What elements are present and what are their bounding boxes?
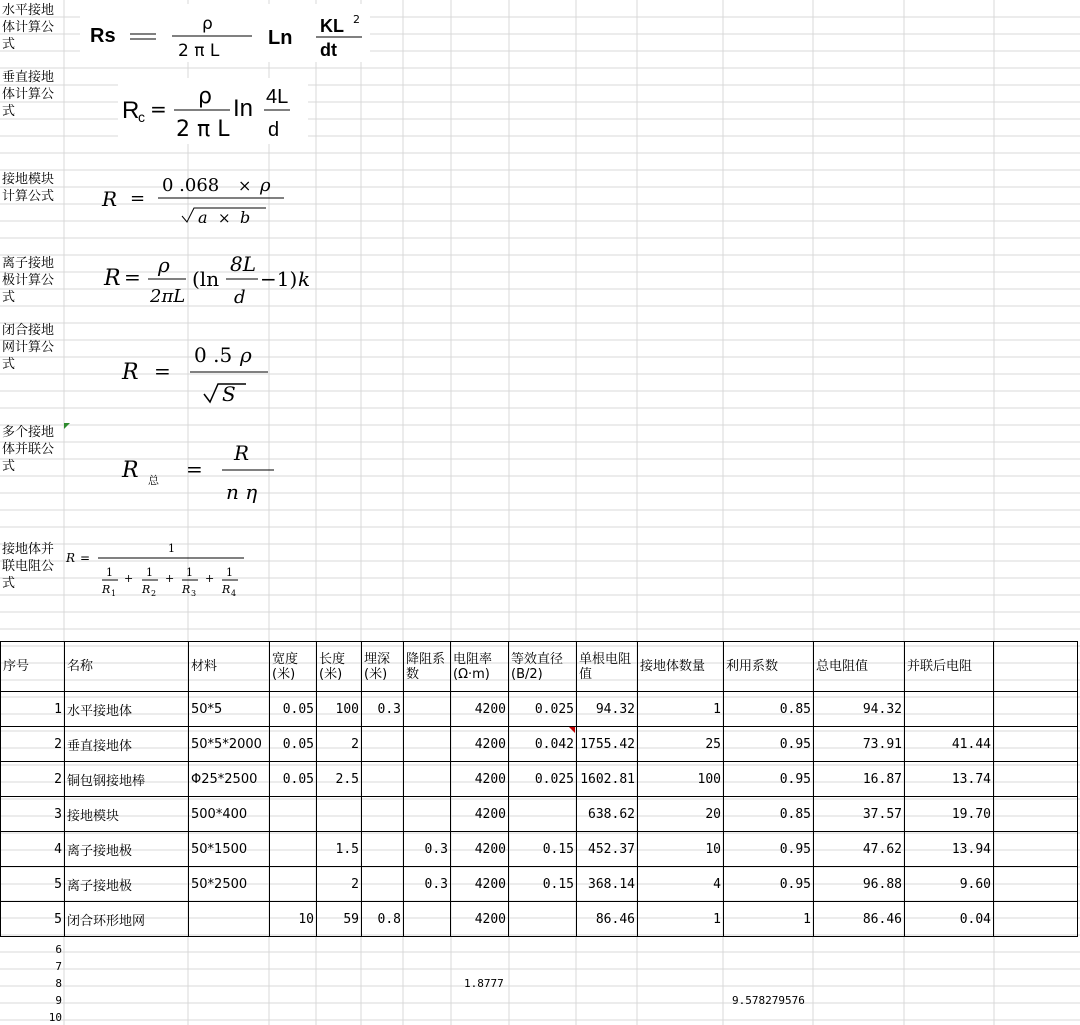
table-cell: 闭合环形地网 (65, 902, 189, 937)
table-cell: 水平接地体 (65, 692, 189, 727)
table-cell: 100 (317, 692, 362, 727)
table-cell: 0.3 (362, 692, 404, 727)
svg-text:R: R (102, 583, 111, 596)
table-cell: 1755.42 (577, 727, 638, 762)
table-cell: 25 (638, 727, 724, 762)
cell-value: 9.578279576 (732, 994, 805, 1007)
header-cell: 总电阻值 (814, 642, 905, 692)
table-cell (404, 692, 451, 727)
table-cell: 50*5 (189, 692, 270, 727)
svg-text:0 .068: 0 .068 (162, 175, 220, 196)
table-cell: 0.025 (509, 692, 577, 727)
header-cell: 埋深(米) (362, 642, 404, 692)
svg-text:b: b (240, 208, 251, 227)
table-cell-empty (994, 832, 1078, 867)
table-cell: 2 (1, 727, 65, 762)
table-cell: 4200 (451, 762, 509, 797)
header-cell: 材料 (189, 642, 270, 692)
svg-text:Ln: Ln (268, 27, 293, 49)
table-cell: 0.025 (509, 762, 577, 797)
header-cell: 并联后电阻 (905, 642, 994, 692)
table-cell (404, 762, 451, 797)
svg-text:d: d (268, 119, 280, 141)
svg-text:×: × (218, 209, 231, 227)
table-cell: 3 (1, 797, 65, 832)
table-cell: 接地模块 (65, 797, 189, 832)
svg-text:4: 4 (231, 589, 237, 598)
svg-text:KL: KL (320, 16, 344, 36)
table-cell: 2.5 (317, 762, 362, 797)
table-cell: 638.62 (577, 797, 638, 832)
table-cell: 1 (1, 692, 65, 727)
formula-vertical-image (118, 78, 308, 144)
formula-parallel-image (118, 436, 278, 508)
svg-text:2: 2 (353, 13, 360, 26)
svg-text:ρ: ρ (240, 343, 252, 367)
table-cell: 0.95 (724, 727, 814, 762)
row-number: 8 (55, 977, 62, 990)
table-cell: 100 (638, 762, 724, 797)
table-cell (905, 692, 994, 727)
formula-label-ion: 离子接地极计算公式 (2, 256, 55, 305)
svg-text:R: R (122, 458, 139, 483)
table-cell: 0.042 (509, 727, 577, 762)
table-cell (509, 797, 577, 832)
svg-text:R: R (66, 551, 76, 565)
table-cell (404, 797, 451, 832)
svg-text:=: = (150, 97, 167, 121)
svg-text:+: + (165, 572, 175, 585)
row-number: 9 (55, 994, 62, 1007)
table-cell: 0.95 (724, 762, 814, 797)
table-cell: 垂直接地体 (65, 727, 189, 762)
header-cell: 序号 (1, 642, 65, 692)
svg-text:R: R (222, 583, 231, 596)
formula-ion-image (100, 250, 320, 310)
formula-label-closed-grid: 闭合接地网计算公式 (2, 323, 55, 372)
table-cell: 9.60 (905, 867, 994, 902)
table-row (1, 902, 1078, 937)
table-cell: 0.15 (509, 832, 577, 867)
table-cell: 2 (317, 727, 362, 762)
table-cell (362, 867, 404, 902)
table-cell: 0.3 (404, 867, 451, 902)
svg-text:R: R (234, 441, 250, 465)
formula-label-parallel-resistance: 接地体并联电阻公式 (2, 542, 55, 591)
svg-text:1: 1 (186, 566, 193, 579)
svg-text:4L: 4L (266, 86, 289, 108)
svg-text:=: = (124, 265, 141, 289)
svg-text:=: = (80, 551, 91, 565)
svg-text:1: 1 (106, 566, 113, 579)
header-cell: 电阻率(Ω·m) (451, 642, 509, 692)
table-cell: 0.15 (509, 867, 577, 902)
svg-text:ρ: ρ (158, 253, 170, 277)
table-cell: 13.94 (905, 832, 994, 867)
table-cell: 离子接地极 (65, 832, 189, 867)
table-cell-empty (994, 692, 1078, 727)
svg-text:1: 1 (146, 566, 153, 579)
table-cell: 0.85 (724, 797, 814, 832)
table-cell: 452.37 (577, 832, 638, 867)
header-cell: 单根电阻值 (577, 642, 638, 692)
table-cell (270, 797, 317, 832)
formula-module-image (98, 170, 298, 232)
table-cell: 37.57 (814, 797, 905, 832)
table-cell: 离子接地极 (65, 867, 189, 902)
svg-text:R: R (122, 360, 139, 385)
svg-text:R: R (142, 583, 151, 596)
table-cell: 50*2500 (189, 867, 270, 902)
table-cell: 0.3 (404, 832, 451, 867)
header-cell: 宽度(米) (270, 642, 317, 692)
table-cell: 20 (638, 797, 724, 832)
table-row (1, 797, 1078, 832)
table-cell: 5 (1, 902, 65, 937)
header-cell: 等效直径(B/2) (509, 642, 577, 692)
table-cell (362, 762, 404, 797)
table-cell: 4200 (451, 727, 509, 762)
table-cell: 1 (724, 902, 814, 937)
svg-text:a: a (198, 208, 208, 227)
table-cell (317, 797, 362, 832)
svg-text:In: In (233, 95, 254, 122)
table-cell: 13.74 (905, 762, 994, 797)
table-cell: 86.46 (814, 902, 905, 937)
svg-text:(ln: (ln (192, 267, 220, 291)
table-cell: 4200 (451, 867, 509, 902)
table-cell: 4200 (451, 832, 509, 867)
svg-text:2 π L: 2 π L (176, 117, 230, 142)
svg-text:S: S (222, 382, 236, 406)
svg-text:=: = (154, 359, 171, 383)
svg-text:ρ: ρ (260, 175, 271, 196)
table-cell: Φ25*2500 (189, 762, 270, 797)
svg-text:2 π L: 2 π L (178, 41, 220, 61)
table-cell: 41.44 (905, 727, 994, 762)
table-cell: 4200 (451, 902, 509, 937)
table-cell: 368.14 (577, 867, 638, 902)
table-cell: 96.88 (814, 867, 905, 902)
svg-text:总: 总 (148, 474, 159, 487)
svg-text:1: 1 (168, 542, 175, 555)
svg-text:8L: 8L (230, 252, 257, 276)
table-cell: 86.46 (577, 902, 638, 937)
svg-text:d: d (234, 287, 246, 308)
svg-text:=: = (130, 188, 146, 209)
table-row (1, 727, 1078, 762)
formula-label-parallel: 多个接地体并联公式 (2, 425, 55, 474)
table-cell: 1 (638, 902, 724, 937)
svg-text:c: c (138, 109, 145, 125)
table-cell (362, 727, 404, 762)
svg-text:dt: dt (320, 40, 337, 60)
svg-text:2πL: 2πL (150, 286, 186, 307)
row-number: 6 (55, 943, 62, 956)
svg-text:0 .5: 0 .5 (194, 343, 233, 367)
header-cell: 名称 (65, 642, 189, 692)
table-cell-empty (994, 727, 1078, 762)
svg-text:2: 2 (151, 589, 157, 598)
table-cell: 4 (1, 832, 65, 867)
table-cell: 4200 (451, 692, 509, 727)
table-cell (362, 832, 404, 867)
svg-text:R: R (122, 97, 140, 124)
table-row (1, 867, 1078, 902)
table-cell: 1.5 (317, 832, 362, 867)
svg-text:R: R (102, 187, 118, 211)
svg-text:3: 3 (191, 589, 197, 598)
header-cell: 利用系数 (724, 642, 814, 692)
table-cell: 47.62 (814, 832, 905, 867)
table-cell: 0.85 (724, 692, 814, 727)
formula-label-module: 接地模块计算公式 (2, 172, 55, 204)
svg-text:=: = (186, 457, 203, 481)
table-cell: 2 (1, 762, 65, 797)
formula-parallel-resistance-image (64, 538, 248, 600)
table-cell: 94.32 (577, 692, 638, 727)
table-cell (362, 797, 404, 832)
svg-text:k: k (298, 267, 311, 291)
table-cell: 59 (317, 902, 362, 937)
svg-text:1: 1 (226, 566, 233, 579)
table-cell: 铜包钢接地棒 (65, 762, 189, 797)
cell-value: 1.8777 (464, 977, 504, 990)
row-number: 10 (48, 1011, 62, 1024)
svg-text:n η: n η (226, 480, 258, 504)
table-cell: 4 (638, 867, 724, 902)
table-cell: 2 (317, 867, 362, 902)
table-row (1, 692, 1078, 727)
table-cell (270, 832, 317, 867)
header-cell-empty (994, 642, 1078, 692)
table-cell: 73.91 (814, 727, 905, 762)
svg-text:×: × (238, 176, 252, 195)
table-cell (404, 727, 451, 762)
table-cell: 0.8 (362, 902, 404, 937)
table-cell-empty (994, 797, 1078, 832)
header-cell: 接地体数量 (638, 642, 724, 692)
row-number: 7 (55, 960, 62, 973)
table-cell: 10 (270, 902, 317, 937)
header-cell: 降阻系数 (404, 642, 451, 692)
table-header-row (1, 642, 1078, 692)
table-cell: 500*400 (189, 797, 270, 832)
table-cell (270, 867, 317, 902)
table-cell: 0.95 (724, 832, 814, 867)
svg-text:Rs: Rs (90, 25, 116, 47)
table-cell (189, 902, 270, 937)
table-cell-empty (994, 867, 1078, 902)
table-cell: 1602.81 (577, 762, 638, 797)
table-cell: 16.87 (814, 762, 905, 797)
table-cell: 0.05 (270, 692, 317, 727)
table-cell: 50*1500 (189, 832, 270, 867)
table-cell: 0.04 (905, 902, 994, 937)
table-row (1, 762, 1078, 797)
table-cell: 10 (638, 832, 724, 867)
svg-text:R: R (104, 266, 121, 291)
svg-text:+: + (205, 572, 215, 585)
formula-label-vertical: 垂直接地体计算公式 (2, 70, 55, 119)
table-cell: 0.95 (724, 867, 814, 902)
table-cell-empty (994, 902, 1078, 937)
formula-label-horizontal: 水平接地体计算公式 (2, 3, 55, 52)
svg-text:ρ: ρ (198, 84, 212, 109)
svg-text:1: 1 (111, 589, 117, 598)
table-cell: 4200 (451, 797, 509, 832)
table-cell: 1 (638, 692, 724, 727)
svg-text:−1): −1) (260, 267, 298, 291)
table-cell: 5 (1, 867, 65, 902)
table-cell: 19.70 (905, 797, 994, 832)
svg-text:R: R (182, 583, 191, 596)
table-cell (509, 902, 577, 937)
grounding-calc-table (0, 641, 1078, 937)
formula-closed-grid-image (118, 338, 278, 410)
table-cell-empty (994, 762, 1078, 797)
comment-marker (64, 423, 70, 429)
header-cell: 长度(米) (317, 642, 362, 692)
svg-text:ρ: ρ (202, 14, 213, 34)
table-cell: 0.05 (270, 762, 317, 797)
table-cell: 50*5*2000 (189, 727, 270, 762)
table-cell (404, 902, 451, 937)
svg-text:+: + (124, 572, 134, 585)
table-row (1, 832, 1078, 867)
formula-horizontal-image (80, 4, 370, 62)
table-cell: 0.05 (270, 727, 317, 762)
table-cell: 94.32 (814, 692, 905, 727)
